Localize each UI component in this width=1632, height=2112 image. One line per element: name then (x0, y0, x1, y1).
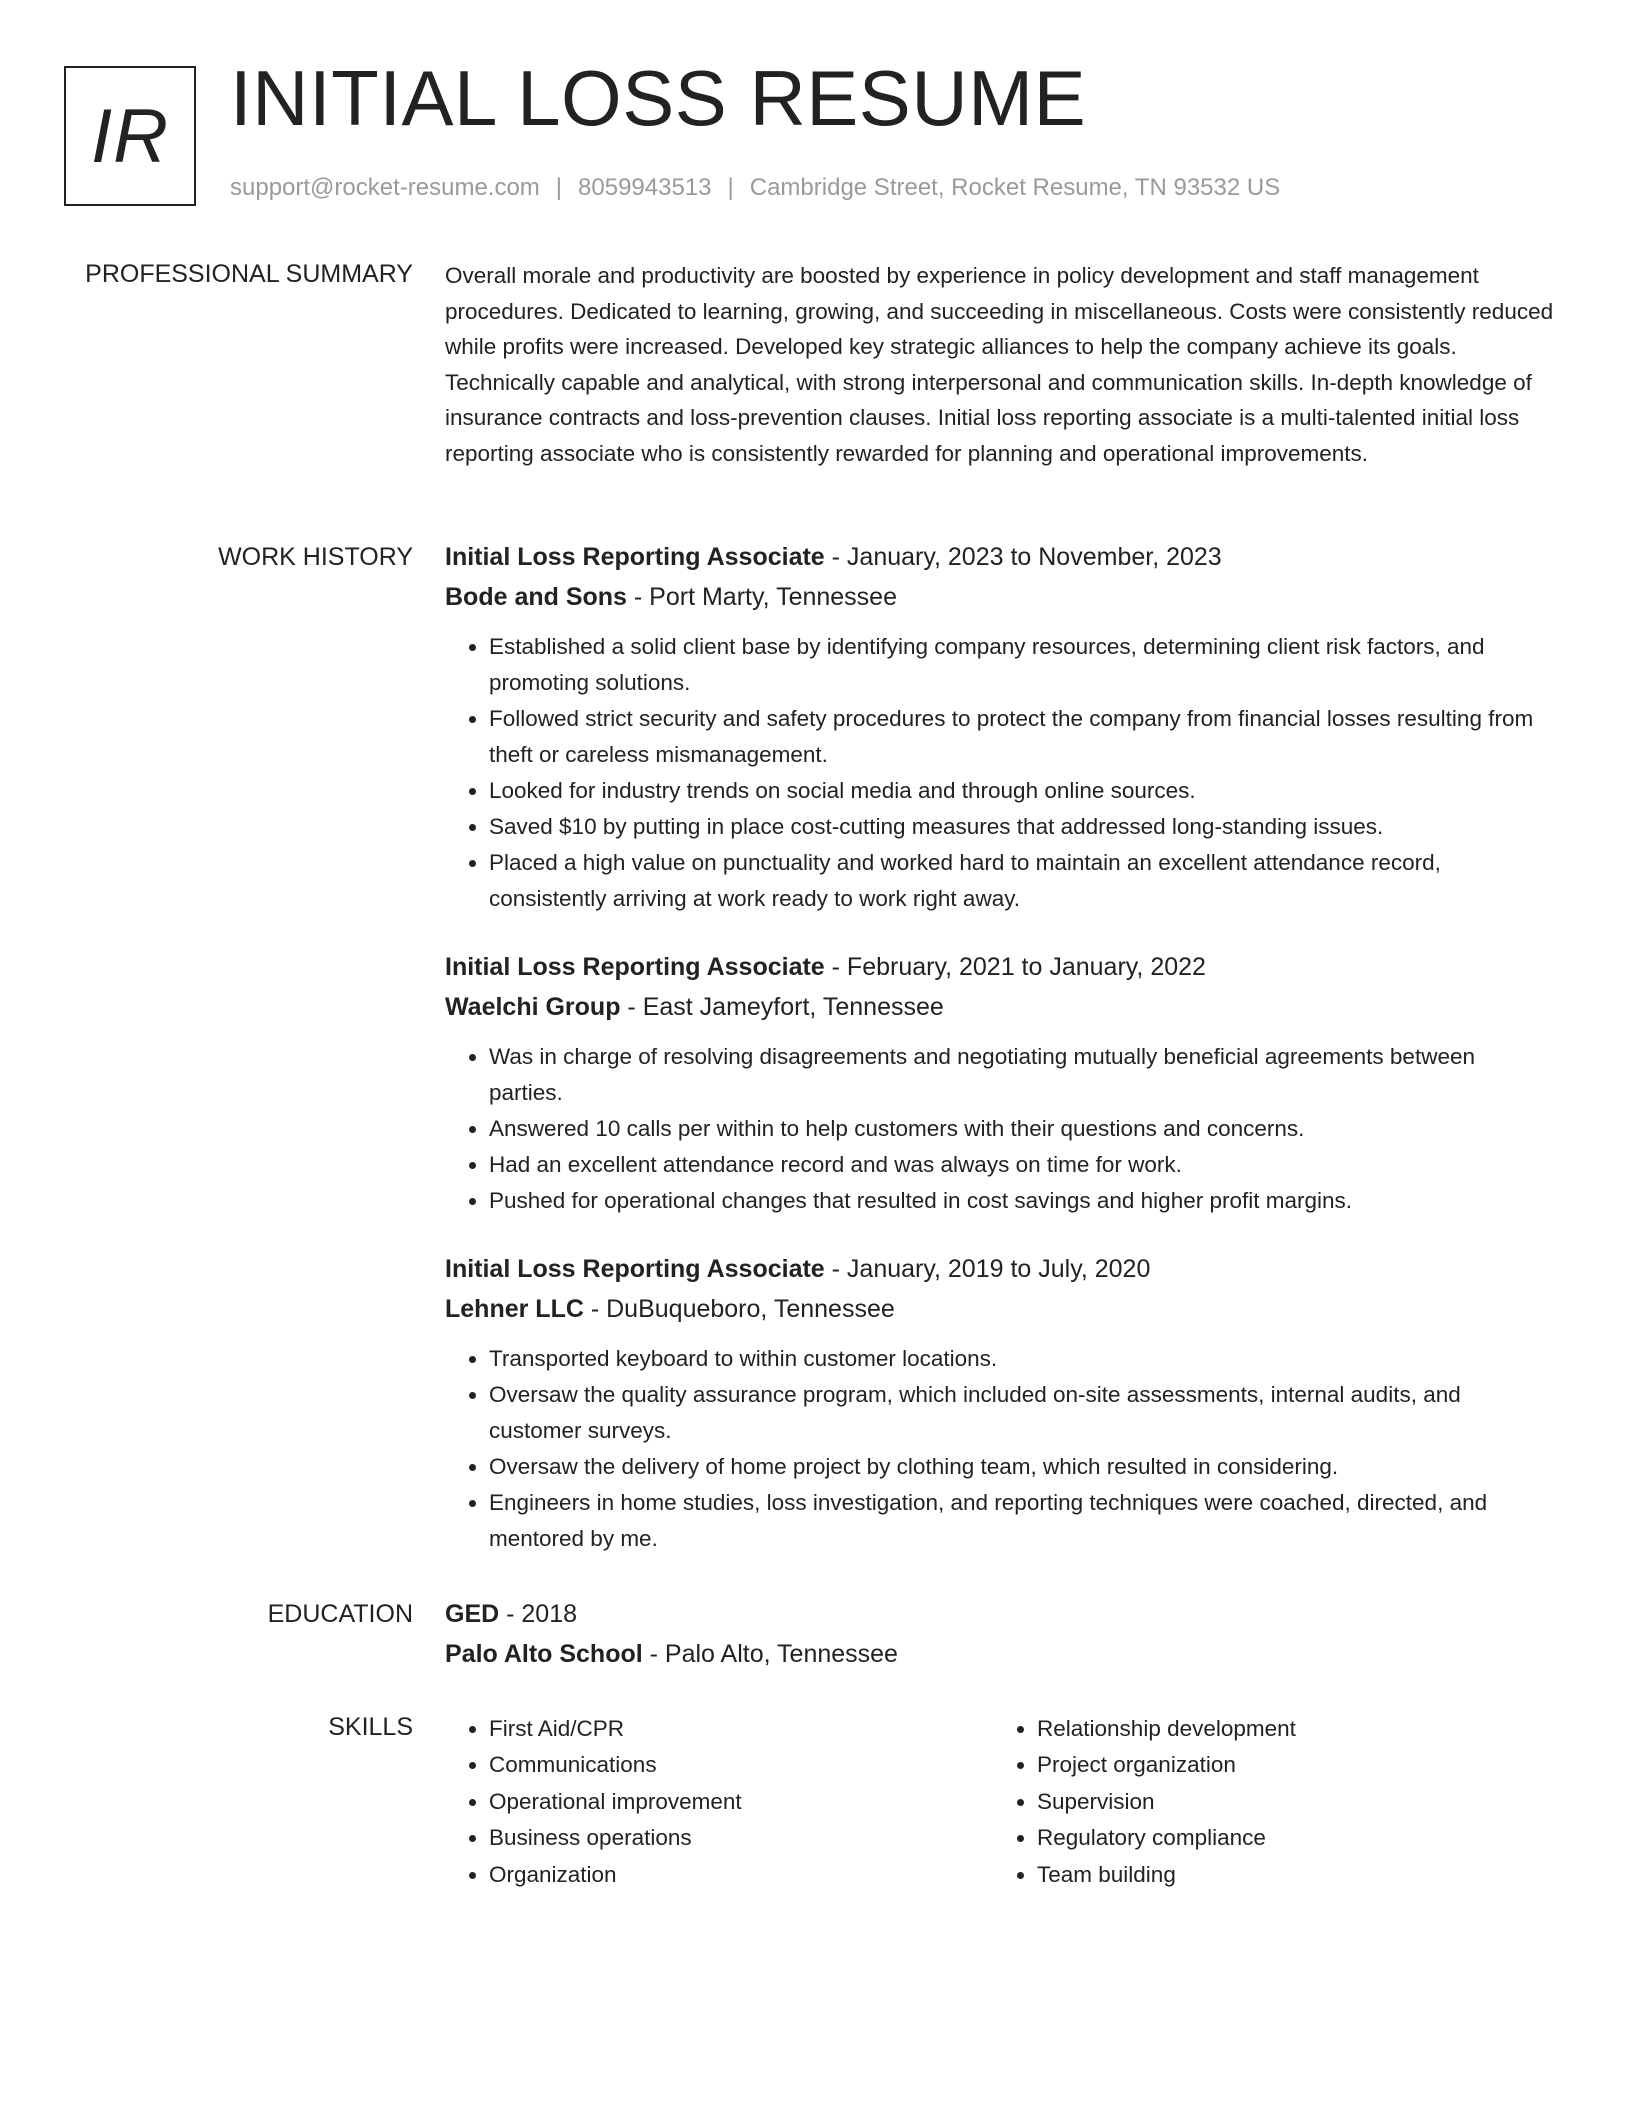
education-degree-line (445, 1594, 1555, 1634)
education-degree: GED (445, 1600, 500, 1628)
section-label-work-history: WORK HISTORY (218, 543, 413, 571)
job-title-line (445, 537, 1555, 577)
education-location: - Palo Alto, Tennessee (642, 1640, 898, 1668)
education-year: - 2018 (499, 1600, 578, 1628)
job-bullets (445, 629, 1555, 917)
skill-item: • Relationship development (1037, 1711, 1541, 1747)
section-label-skills: SKILLS (328, 1713, 413, 1741)
job-dates: - January, 2023 to November, 2023 (824, 543, 1222, 571)
job-title: Initial Loss Reporting Associate (445, 1255, 825, 1283)
job-location: - Port Marty, Tennessee (626, 583, 897, 611)
contact-email: support@rocket-resume.com (230, 174, 540, 201)
job-bullet: • Placed a high value on punctuality and worked hard to maintain an excellent attendance record, consistently arriving at work ready to work right away. (489, 845, 1555, 917)
skills-grid (445, 1711, 1555, 1893)
job-title: Initial Loss Reporting Associate (445, 953, 825, 981)
job-bullet: • Was in charge of resolving disagreements and negotiating mutually beneficial agreements between parties. (489, 1039, 1555, 1111)
monogram-logo: IR (64, 66, 196, 206)
job-bullet: • Transported keyboard to within customer locations. (489, 1341, 1555, 1377)
resume-title: INITIAL LOSS RESUME (230, 54, 1087, 142)
skill-item: • Supervision (1037, 1784, 1541, 1820)
job-entry (445, 947, 1555, 1219)
skill-item: • Communications (489, 1747, 993, 1783)
job-entry (445, 1249, 1555, 1557)
skill-item: • Operational improvement (489, 1784, 993, 1820)
job-bullet: • Saved $10 by putting in place cost-cutting measures that addressed long-standing issues. (489, 809, 1555, 845)
job-company: Bode and Sons (445, 583, 627, 611)
job-bullets (445, 1039, 1555, 1219)
job-bullet: • Established a solid client base by identifying company resources, determining client risk factors, and promoting solutions. (489, 629, 1555, 701)
job-title: Initial Loss Reporting Associate (445, 543, 825, 571)
summary-body (445, 258, 1555, 472)
job-bullet: • Answered 10 calls per within to help customers with their questions and concerns. (489, 1111, 1555, 1147)
skill-item: • Team building (1037, 1857, 1541, 1893)
job-company: Lehner LLC (445, 1295, 584, 1323)
job-location: - East Jameyfort, Tennessee (620, 993, 944, 1021)
job-location: - DuBuqueboro, Tennessee (583, 1295, 895, 1323)
job-company-line (445, 987, 1555, 1027)
job-entry (445, 537, 1555, 917)
section-label-education: EDUCATION (267, 1600, 413, 1628)
skill-item: • Business operations (489, 1820, 993, 1856)
education-body (445, 1594, 1555, 1674)
job-bullet: • Oversaw the delivery of home project by clothing team, which resulted in considering. (489, 1449, 1555, 1485)
job-dates: - January, 2019 to July, 2020 (824, 1255, 1151, 1283)
contact-address: Cambridge Street, Rocket Resume, TN 93532 US (749, 174, 1281, 201)
job-bullet: • Followed strict security and safety procedures to protect the company from financial losses resulting from theft or careless mismanagement. (489, 701, 1555, 773)
summary-text: Overall morale and productivity are boosted by experience in policy development and staff management procedures. Dedicated to learning, growing, and succeeding in miscellaneous. Costs were consistently reduced while profits were increased. Developed key strategic alliances to help the company achieve its goals. Technically capable and analytical, with strong interpersonal and communication skills. In-depth knowledge of insurance contracts and loss-prevention clauses. Initial loss reporting associate is a multi-talented initial loss reporting associate who is consistently rewarded for planning and operational improvements. (445, 263, 1554, 466)
job-bullet: • Oversaw the quality assurance program, which included on-site assessments, internal audits, and customer surveys. (489, 1377, 1555, 1449)
skills-body (445, 1711, 1555, 1893)
education-school: Palo Alto School (445, 1640, 643, 1668)
job-title-line (445, 1249, 1555, 1289)
job-dates: - February, 2021 to January, 2022 (824, 953, 1206, 981)
job-bullet: • Had an excellent attendance record and was always on time for work. (489, 1147, 1555, 1183)
contact-separator: | (555, 174, 563, 201)
skills-column-right (993, 1711, 1541, 1893)
job-company-line (445, 1289, 1555, 1329)
education-school-line (445, 1634, 1555, 1674)
skill-item: • First Aid/CPR (489, 1711, 993, 1747)
job-company-line (445, 577, 1555, 617)
job-bullet: • Engineers in home studies, loss investigation, and reporting techniques were coached, directed, and mentored by me. (489, 1485, 1555, 1557)
job-bullets (445, 1341, 1555, 1557)
skill-item: • Project organization (1037, 1747, 1541, 1783)
job-company: Waelchi Group (445, 993, 621, 1021)
job-bullet: • Looked for industry trends on social media and through online sources. (489, 773, 1555, 809)
skills-list (445, 1711, 993, 1893)
work-history-body (445, 537, 1555, 1587)
contact-line (230, 174, 1280, 202)
contact-separator: | (727, 174, 734, 201)
section-label-summary: PROFESSIONAL SUMMARY (85, 260, 413, 288)
job-title-line (445, 947, 1555, 987)
skills-column-left (445, 1711, 993, 1893)
job-bullet: • Pushed for operational changes that resulted in cost savings and higher profit margins. (489, 1183, 1555, 1219)
skill-item: • Organization (489, 1857, 993, 1893)
contact-phone: 8059943513 (578, 174, 712, 201)
skills-list (993, 1711, 1541, 1893)
skill-item: • Regulatory compliance (1037, 1820, 1541, 1856)
